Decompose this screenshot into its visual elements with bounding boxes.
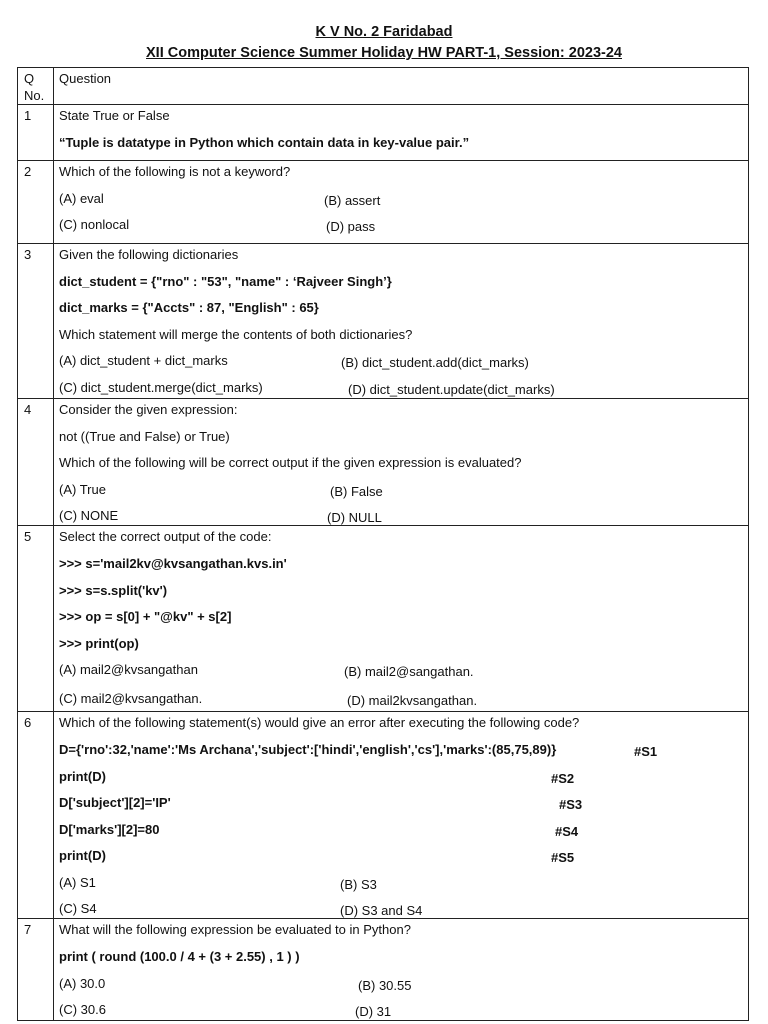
code-line: print ( round (100.0 / 4 + (3 + 2.55) , 1 ) ) [59, 949, 300, 965]
statement-tag: #S3 [559, 797, 583, 813]
code-text: D['subject'][2]='IP' [59, 795, 171, 811]
option-row [54, 352, 748, 379]
school-title: K V No. 2 Faridabad [315, 24, 453, 40]
document-subtitle: XII Computer Science Summer Holiday HW PART-1, Session: 2023-24 [146, 45, 622, 61]
option-row [54, 690, 748, 708]
option-b: (B) dict_student.add(dict_marks) [341, 355, 529, 371]
code-text: D['marks'][2]=80 [59, 821, 160, 837]
option-b: (B) mail2@sangathan. [344, 664, 474, 680]
code-line [54, 768, 748, 795]
question-expression: not ((True and False) or True) [59, 428, 230, 444]
question-row-5 [18, 526, 749, 712]
statement-tag: #S2 [551, 770, 575, 786]
option-row [54, 481, 748, 508]
code-line: dict_student = {"rno" : "53", "name" : ‘Rajveer Singh’} [59, 273, 392, 289]
option-row [54, 900, 748, 918]
option-row [54, 661, 748, 690]
question-row-1 [18, 105, 749, 161]
option-a: (A) True [59, 481, 106, 497]
option-b: (B) False [330, 483, 383, 499]
question-line: Consider the given expression: [59, 401, 238, 417]
option-a: (A) S1 [59, 874, 96, 890]
code-line: >>> op = s[0] + "@kv" + s[2] [59, 609, 232, 625]
option-c: (C) NONE [59, 508, 119, 524]
question-prompt: Which of the following is not a keyword? [59, 164, 291, 180]
question-number: 6 [24, 715, 32, 731]
option-d: (D) 31 [355, 1004, 392, 1020]
code-line [54, 821, 748, 848]
question-row-2 [18, 161, 749, 244]
header-question-cell [54, 68, 749, 105]
code-line [54, 847, 748, 874]
questions-table [17, 67, 749, 1021]
code-line: >>> s='mail2kv@kvsangathan.kvs.in' [59, 555, 287, 571]
code-text: print(D) [59, 768, 106, 784]
table-header-row [18, 68, 749, 105]
question-number: 1 [24, 108, 32, 123]
option-d: (D) NULL [327, 510, 382, 526]
question-row-6 [18, 712, 749, 919]
question-number: 3 [24, 246, 32, 262]
question-line: Which of the following will be correct output if the given expression is evaluated? [59, 455, 522, 471]
option-c: (C) S4 [59, 901, 97, 917]
statement-tag: #S1 [634, 743, 658, 759]
option-row [54, 1001, 748, 1020]
header-qno-label: Q No. [24, 71, 45, 103]
statement-tag: #S4 [555, 823, 579, 839]
question-number: 2 [24, 164, 32, 180]
option-a: (A) dict_student + dict_marks [59, 353, 228, 369]
option-b: (B) 30.55 [358, 977, 412, 993]
header-question-label: Question [59, 71, 112, 86]
question-line: Which statement will merge the contents of both dictionaries? [59, 326, 413, 342]
option-c: (C) mail2@kvsangathan. [59, 691, 203, 707]
option-row [54, 216, 748, 243]
question-line: State True or False [59, 108, 170, 123]
question-row-4 [18, 398, 749, 525]
option-d: (D) mail2kvsangathan. [347, 693, 478, 709]
statement-tag: #S5 [551, 850, 575, 866]
option-row [54, 975, 748, 1002]
question-line: What will the following expression be evaluated to in Python? [59, 922, 411, 938]
option-b: (B) assert [324, 192, 381, 208]
code-line [54, 741, 748, 768]
option-d: (D) pass [326, 219, 376, 235]
question-row-3 [18, 243, 749, 398]
option-a: (A) 30.0 [59, 975, 106, 991]
option-a: (A) mail2@kvsangathan [59, 662, 198, 678]
code-line: dict_marks = {"Accts" : 87, "English" : 65} [59, 300, 319, 316]
code-text: print(D) [59, 848, 106, 864]
option-row [54, 190, 748, 217]
question-statement: “Tuple is datatype in Python which contain data in key-value pair.” [59, 134, 470, 150]
option-b: (B) S3 [340, 876, 377, 892]
question-line: Select the correct output of the code: [59, 529, 272, 545]
code-text: D={'rno':32,'name':'Ms Archana','subject':['hindi','english','cs'],'marks':(85,75,89)} [59, 741, 557, 757]
header-qno-cell [18, 68, 54, 105]
option-d: (D) dict_student.update(dict_marks) [348, 381, 555, 397]
option-c: (C) dict_student.merge(dict_marks) [59, 379, 263, 395]
option-row [54, 507, 748, 525]
code-line: >>> print(op) [59, 635, 139, 651]
question-number: 4 [24, 401, 32, 417]
question-number: 5 [24, 529, 32, 545]
question-row-7 [18, 919, 749, 1021]
option-c: (C) 30.6 [59, 1002, 106, 1018]
option-row [54, 379, 748, 398]
question-number: 7 [24, 922, 32, 938]
option-row [54, 874, 748, 901]
option-a: (A) eval [59, 190, 104, 206]
question-line: Given the following dictionaries [59, 246, 239, 262]
option-c: (C) nonlocal [59, 217, 130, 233]
option-d: (D) S3 and S4 [340, 903, 423, 919]
code-line [54, 794, 748, 821]
code-line: >>> s=s.split('kv') [59, 582, 168, 598]
question-prompt: Which of the following statement(s) would give an error after executing the following code? [59, 715, 580, 731]
